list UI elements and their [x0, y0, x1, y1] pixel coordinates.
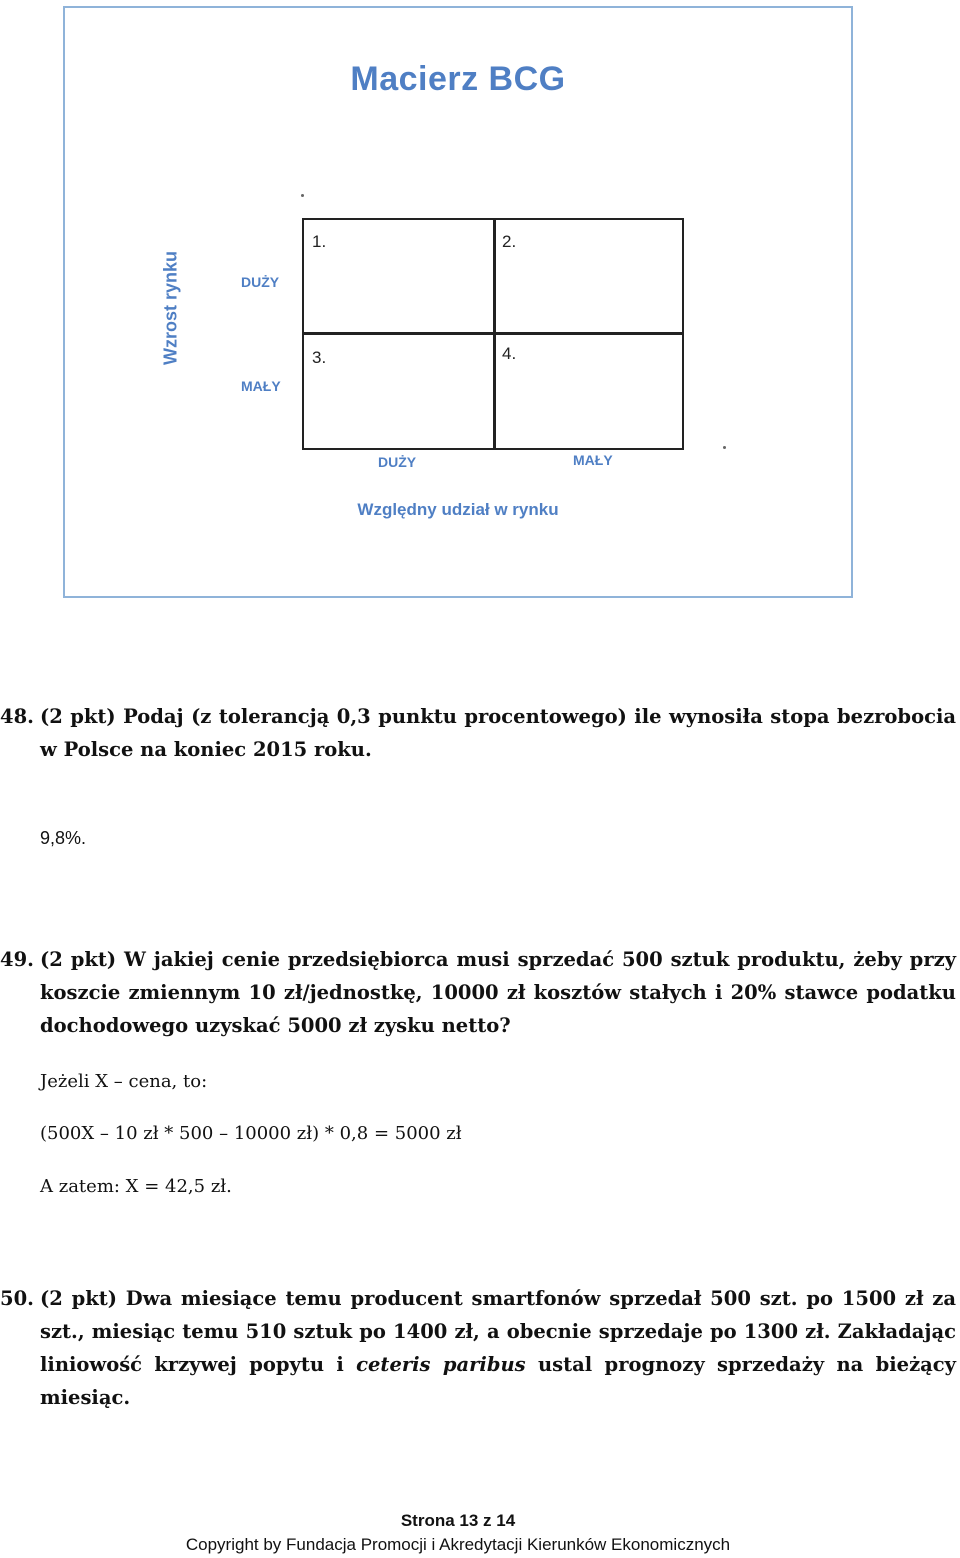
question-text: (2 pkt) W jakiej cenie przedsiębiorca musi sprzedać 500 sztuk produktu, żeby przy koszcie zmiennym 10 zł/jednostkę, 10000 zł kosztów stałych i 20% stawce podatku dochodowego uzyskać 5000 zł zysku netto? [40, 948, 956, 1037]
question-50 [0, 1282, 957, 1414]
question-text-end: ustal prognozy sprzedaży na bieżący miesiąc. [40, 1353, 957, 1409]
copyright-notice: Copyright by Fundacja Promocji i Akredytacji Kierunków Ekonomicznych [185, 1535, 731, 1554]
y-low-label: MAŁY [241, 378, 281, 394]
x-high-label: DUŻY [378, 454, 417, 470]
figure-title: Macierz BCG [350, 60, 566, 98]
dot-mark [301, 194, 304, 197]
grid-divider-horizontal [304, 332, 682, 335]
page-number: Strona 13 z 14 [400, 1511, 516, 1530]
x-low-label: MAŁY [573, 452, 613, 468]
question-text: (2 pkt) Dwa miesiące temu producent smartfonów sprzedał 500 szt. po 1500 zł za szt., miesiąc temu 510 sztuk po 1400 zł, a obecnie sprzedaje po 1300 zł. Zakładając liniowość krzywej popytu i [40, 1287, 956, 1376]
question-number: 50. [0, 1287, 34, 1310]
question-number: 48. [0, 705, 34, 728]
question-text: (2 pkt) Podaj (z tolerancją 0,3 punktu procentowego) ile wynosiła stopa bezrobocia w Polsce na koniec 2015 roku. [40, 705, 956, 761]
y-high-label: DUŻY [241, 274, 280, 290]
matrix-grid [302, 218, 684, 450]
quadrant-3-label: 3. [312, 348, 327, 367]
x-axis-label: Względny udział w rynku [357, 500, 559, 519]
question-number: 49. [0, 948, 34, 971]
question-48 [0, 700, 956, 766]
quadrant-1-label: 1. [312, 232, 327, 251]
quadrant-4-label: 4. [502, 344, 517, 363]
answer-48: 9,8%. [40, 828, 87, 848]
answer-49-line-2: (500X – 10 zł * 500 – 10000 zł) * 0,8 = 5000 zł [40, 1123, 462, 1144]
answer-49-line-3: A zatem: X = 42,5 zł. [40, 1176, 232, 1197]
dot-mark [723, 446, 726, 449]
question-text-italic: ceteris paribus [356, 1353, 526, 1376]
quadrant-2-label: 2. [502, 232, 517, 251]
question-49 [0, 943, 956, 1042]
answer-49-line-1: Jeżeli X – cena, to: [40, 1071, 208, 1092]
y-axis-label: Wzrost rynku [160, 250, 181, 366]
bcg-matrix-figure [63, 6, 853, 598]
